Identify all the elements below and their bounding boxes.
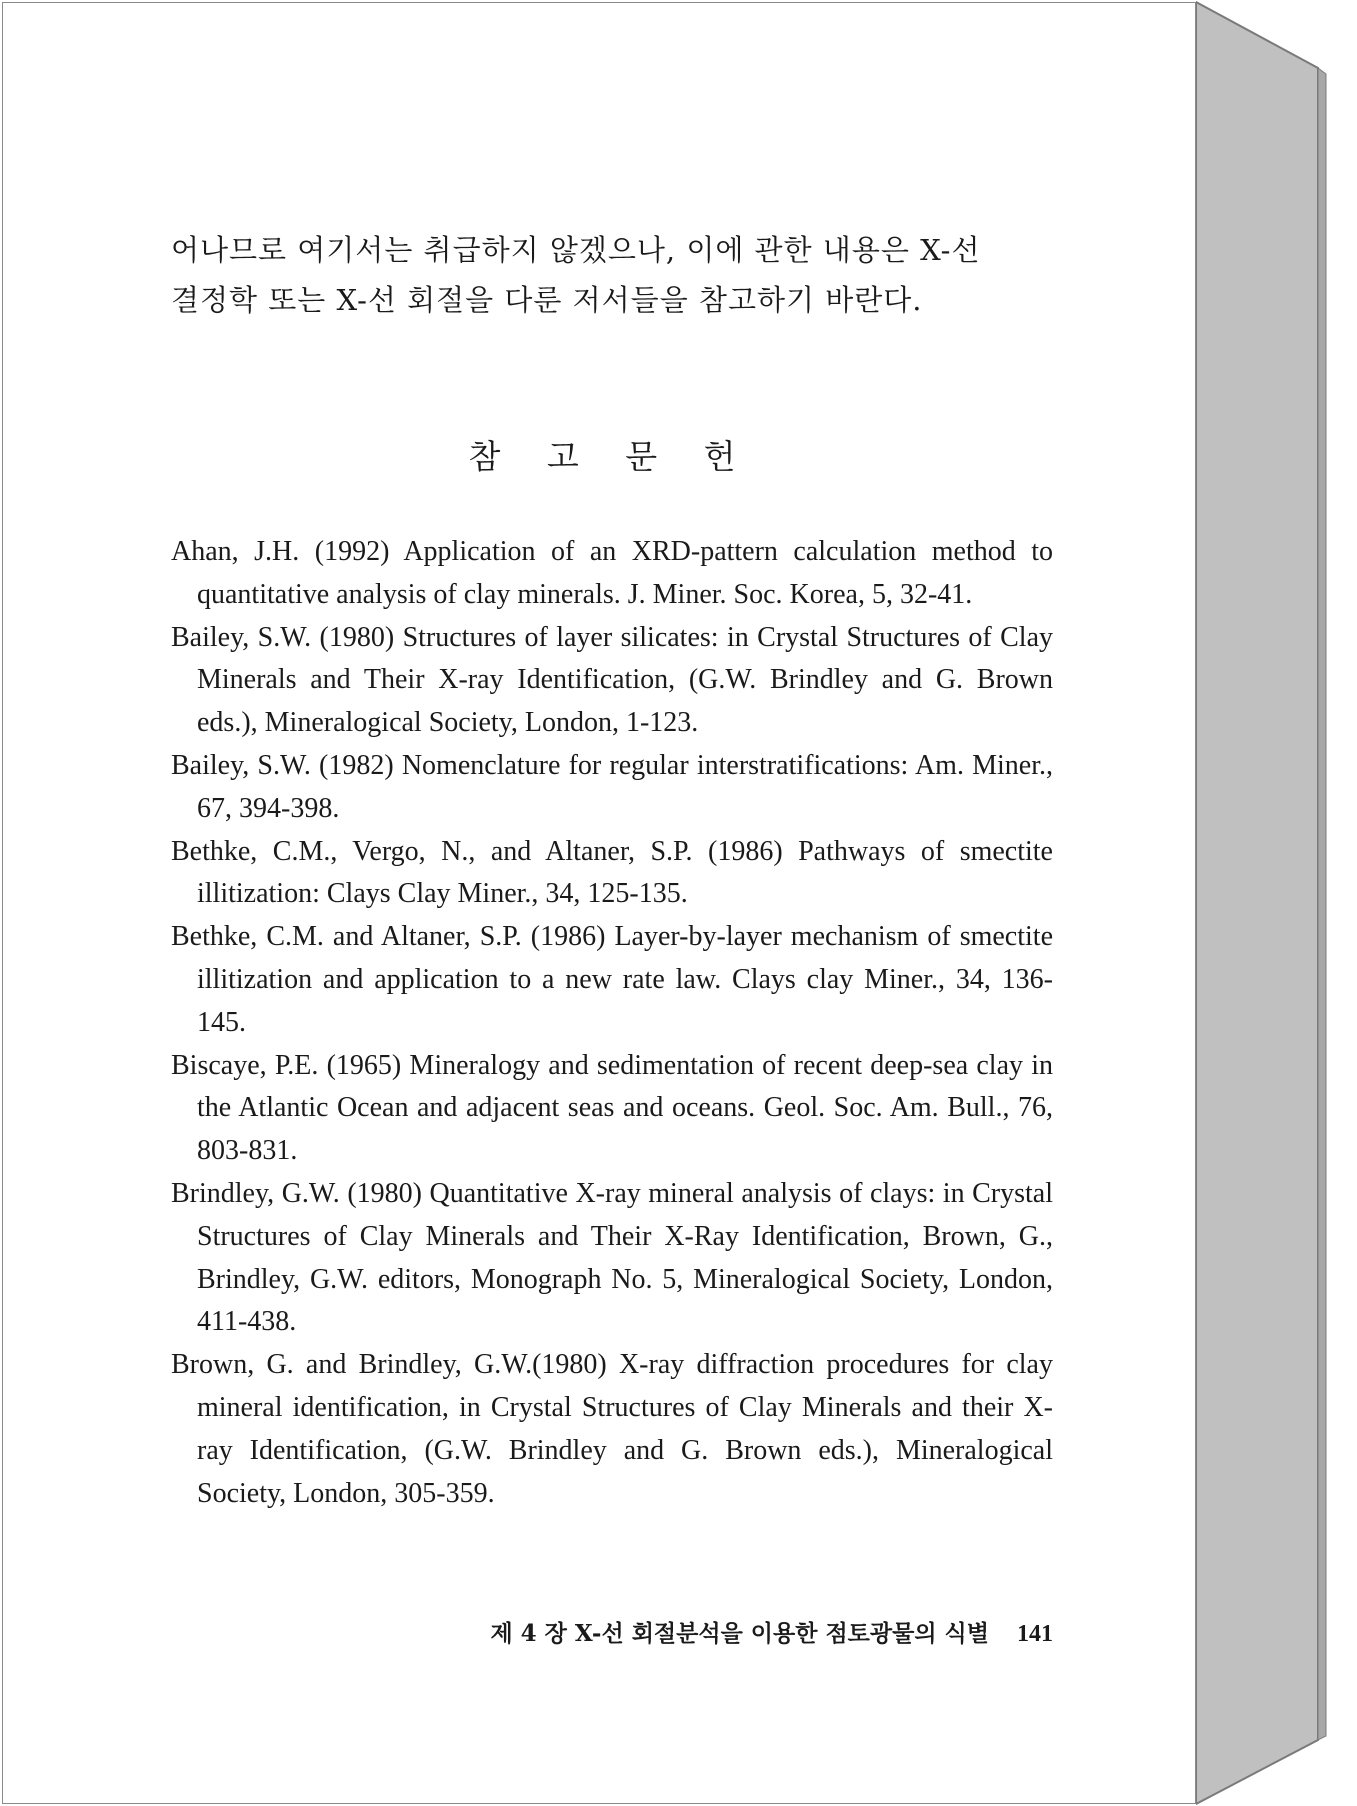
chapter-title: 제 4 장 X-선 회절분석을 이용한 점토광물의 식별 xyxy=(490,1620,989,1647)
book-side-shape xyxy=(1196,0,1357,1806)
page-footer xyxy=(393,1615,1053,1648)
reference-entry-bailey-1982: Bailey, S.W. (1982) Nomenclature for regular interstratifications: Am. Miner., 67, 394-398. xyxy=(171,749,1053,824)
reference-entry-ahan-1992: Ahan, J.H. (1992) Application of an XRD-pattern calculation method to quantitative analysis of clay minerals. J. Miner. Soc. Korea, 5, 32-41. xyxy=(171,536,1053,610)
reference-entry-bethke-vergo-1986: Bethke, C.M., Vergo, N., and Altaner, S.P. (1986) Pathways of smectite illitization: Clays Clay Miner., 34, 125-135. xyxy=(171,835,1053,910)
reference-entry-brown-brindley-1980: Brown, G. and Brindley, G.W.(1980) X-ray diffraction procedures for clay mineral identification, in Crystal Structures of Clay Minerals and their X-ray Identification, (G.W. Brindley and G. Brown eds.), Mineralogical Society, London, 305-359. xyxy=(171,1349,1053,1509)
intro-paragraph xyxy=(171,225,1051,325)
reference-entry-bethke-altaner-1986: Bethke, C.M. and Altaner, S.P. (1986) Layer-by-layer mechanism of smectite illitization and application to a new rate law. Clays clay Miner., 34, 136-145. xyxy=(171,921,1053,1038)
reference-entry-bailey-1980: Bailey, S.W. (1980) Structures of layer silicates: in Crystal Structures of Clay Minerals and Their X-ray Identification, (G.W. Brindley and G. Brown eds.), Mineralogical Society, London, 1-123. xyxy=(171,621,1053,739)
reference-entry-biscaye-1965: Biscaye, P.E. (1965) Mineralogy and sedimentation of recent deep-sea clay in the Atlantic Ocean and adjacent seas and oceans. Geol. Soc. Am. Bull., 76, 803-831. xyxy=(171,1049,1053,1167)
page-number: 141 xyxy=(1017,1621,1053,1647)
intro-line-2: 결정학 또는 X-선 회절을 다룬 저서들을 참고하기 바란다. xyxy=(171,283,923,317)
references-list xyxy=(171,531,1053,1515)
references-heading: 참 고 문 헌 xyxy=(468,437,754,476)
document-page xyxy=(2,2,1196,1804)
reference-entry-brindley-1980: Brindley, G.W. (1980) Quantitative X-ray mineral analysis of clays: in Crystal Structures of Clay Minerals and Their X-Ray Identification, Brown, G., Brindley, G.W. editors, Monograph No. 5, Mineralogical Society, London, 411-438. xyxy=(171,1177,1053,1338)
book-side-edge xyxy=(1196,0,1357,1806)
intro-line-1: 어나므로 여기서는 취급하지 않겠으나, 이에 관한 내용은 X-선 xyxy=(171,233,981,267)
